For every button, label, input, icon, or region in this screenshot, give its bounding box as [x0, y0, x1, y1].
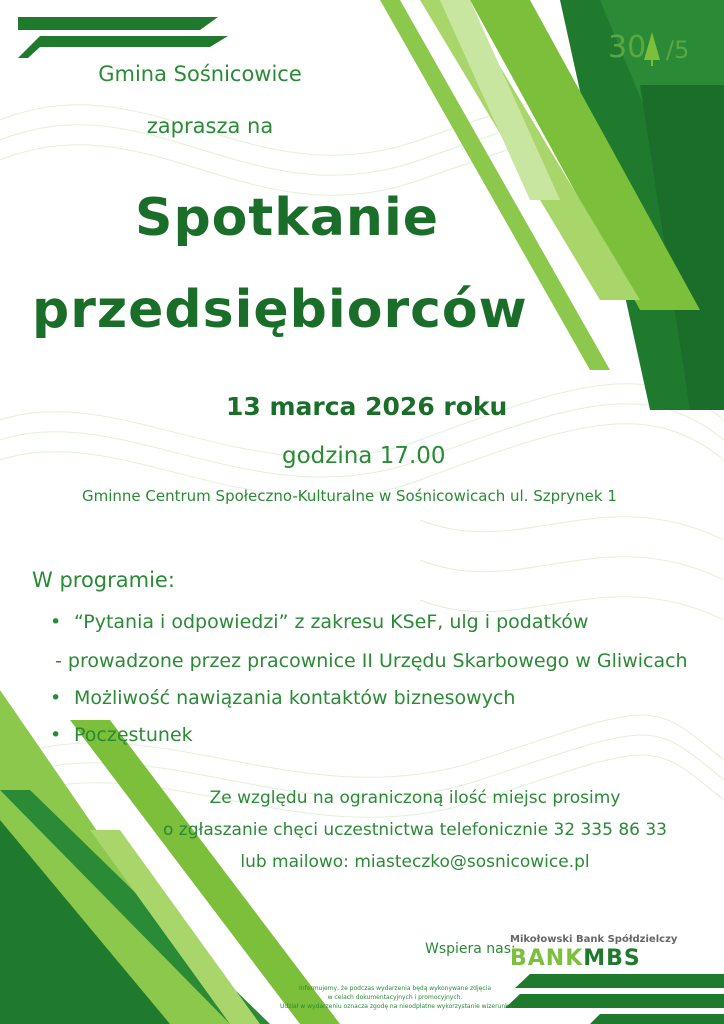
bullet-icon: • [50, 687, 62, 709]
event-venue: Gminne Centrum Społeczno-Kulturalne w Sośnicowicach ul. Szprynek 1 [82, 487, 617, 505]
bank-name: Mikołowski Bank Spółdzielczy [510, 934, 678, 945]
bullet-icon: • [50, 611, 62, 633]
program-heading: W programie: [32, 568, 175, 592]
invitation-text: zaprasza na [146, 114, 274, 138]
title-line-2: przedsiębiorców [32, 280, 528, 340]
disclaimer-line: w celach dokumentacyjnych i promocyjnych. [327, 994, 463, 1001]
bank-logo: BANKMBS [510, 946, 641, 971]
title-line-1: Spotkanie [135, 188, 440, 248]
program-item: • Możliwość nawiązania kontaktów biznesowych [50, 687, 516, 709]
disclaimer-line: Informujemy, że podczas wydarzenia będą wykonywane zdjęcia [298, 985, 491, 992]
program-item: • “Pytania i odpowiedzi” z zakresu KSeF, ulg i podatków [50, 611, 589, 633]
organizer: Gmina Sośnicowice [98, 62, 302, 86]
program-item: • Poczęstunek [50, 724, 193, 746]
disclaimer-line: Udział w wydarzeniu oznacza zgodę na nieodpłatne wykorzystanie wizerunku. [280, 1003, 515, 1010]
event-date: 13 marca 2026 roku [226, 392, 508, 421]
logo-number: 30 [608, 30, 647, 65]
sponsor-label: Wspiera nas: [425, 941, 516, 957]
tree-icon [642, 32, 662, 66]
program-item-detail: - prowadzone przez pracownice II Urzędu Skarbowego w Gliwicach [55, 650, 688, 672]
registration-email[interactable]: lub mailowo: miasteczko@sosnicowice.pl [240, 852, 590, 872]
registration-line-1: Ze względu na ograniczoną ilość miejsc prosimy [209, 788, 621, 808]
event-hour: godzina 17.00 [282, 443, 446, 469]
anniversary-logo [604, 22, 704, 78]
logo-suffix: /5 [666, 36, 690, 64]
registration-line-2: o zgłaszanie chęci uczestnictwa telefonicznie 32 335 86 33 [162, 820, 667, 840]
bullet-icon: • [50, 724, 62, 746]
